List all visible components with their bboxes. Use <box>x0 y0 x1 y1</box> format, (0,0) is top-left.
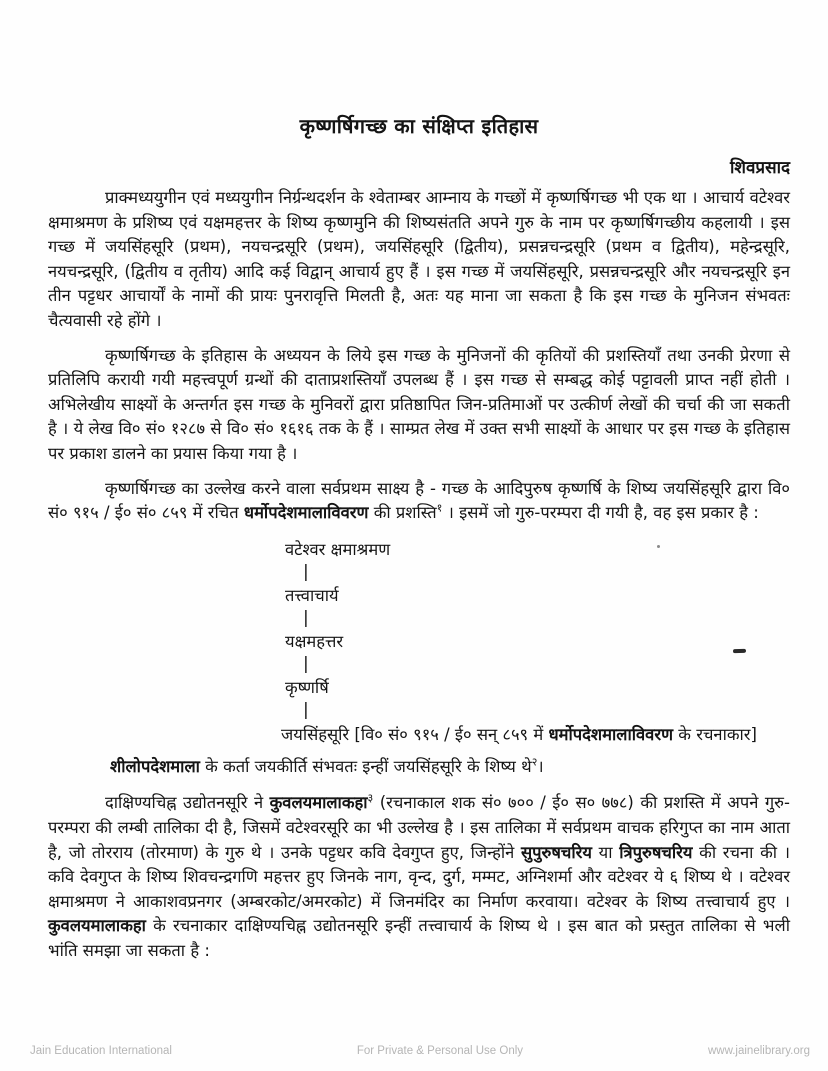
text-segment: १ <box>436 501 443 515</box>
text-segment: शीलोपदेशमाला <box>110 756 200 776</box>
text-segment: के रचनाकार दाक्षिण्यचिह्न उद्योतनसूरि इन्हीं तत्त्वाचार्य के शिष्य थे । इस बात को प्रस्तुत तालिका से भली भांति समझा जा सकता है : <box>48 916 790 960</box>
text-segment: । इसमें जो गुरु-परम्परा दी गयी है, वह इस प्रकार है : <box>442 503 759 523</box>
author-name: शिवप्रसाद <box>729 158 790 178</box>
text-segment: जयसिंहसूरि [वि० सं० ९१५ / ई० सन् ८५९ में <box>281 724 549 744</box>
footer-right: www.jainelibrary.org <box>707 1045 810 1057</box>
paragraph-2 <box>48 344 790 467</box>
paragraph-4 <box>48 791 790 963</box>
text-segment: कुवलयमालाकहा <box>269 793 368 813</box>
lineage-diagram <box>281 538 790 747</box>
diagram-node: वटेश्वर क्षमाश्रमण <box>285 539 391 559</box>
text-segment: दाक्षिण्यचिह्न उद्योतनसूरि ने <box>105 793 270 813</box>
text-segment: । <box>537 756 544 776</box>
text-segment: २ <box>531 755 538 769</box>
paragraph-1 <box>48 186 790 334</box>
text-segment: कुवलयमालाकहा <box>48 916 146 936</box>
scan-artifact-dot <box>657 545 660 548</box>
text-segment: सुपुरुषचरिय <box>520 842 592 862</box>
text-segment: या <box>591 842 620 862</box>
page-footer <box>0 1045 828 1057</box>
text-segment: की प्रशस्ति <box>368 503 437 523</box>
lineage-diagram-chain <box>285 538 790 722</box>
diagram-leaf-node <box>281 722 790 747</box>
text-segment: धर्मोपदेशमालाविवरण <box>243 503 369 523</box>
diagram-node: यक्षमहत्तर <box>285 631 344 651</box>
text-segment: कृष्णर्षिगच्छ का उल्लेख करने वाला सर्वप्रथम साक्ष्य है - गच्छ के आदिपुरुष कृष्णर्षि के शिष्य जयसिंहसूरि द्वारा वि० सं० ९१५ / ई० सं० ८५९ में रचित <box>48 478 790 523</box>
text-segment: त्रिपुरुषचरिय <box>619 842 693 862</box>
diagram-connector: | <box>303 653 309 674</box>
text-segment: ३ <box>367 791 374 805</box>
text-segment: धर्मोपदेशमालाविवरण <box>548 724 674 744</box>
text-segment: के कर्ता जयकीर्ति संभवतः इन्हीं जयसिंहसूरि के शिष्य थे <box>199 756 532 776</box>
diagram-connector: | <box>303 699 309 720</box>
text-segment: की रचना की । कवि देवगुप्त के शिष्य शिवचन्द्रगणि महत्तर हुए जिनके नाग, वृन्द, दुर्ग, मम्मट, अग्निशर्मा और वटेश्वर ये ६ शिष्य थे । वटेश्वर क्षमाश्रमण ने आकाशवप्रनगर (अम्बरकोट/अमरकोट) में जिनमंदिर का निर्माण करवाया। वटेश्वर के शिष्य तत्त्वाचार्य हुए । <box>48 842 791 911</box>
footer-center: For Private & Personal Use Only <box>356 1045 524 1057</box>
diagram-connector: | <box>303 561 309 582</box>
diagram-node: तत्त्वाचार्य <box>285 585 339 605</box>
footer-left: Jain Education International <box>30 1045 172 1057</box>
text-segment: के रचनाकार] <box>673 724 757 744</box>
text-segment: प्राक्मध्ययुगीन एवं मध्ययुगीन निर्ग्रन्थदर्शन के श्वेताम्बर आम्नाय के गच्छों में कृष्णर्षिगच्छ भी एक था । आचार्य वटेश्वर क्षमाश्रमण के प्रशिष्य एवं यक्षमहत्तर के शिष्य कृष्णमुनि की शिष्यसंतति अपने गुरु के नाम पर कृष्णर्षिगच्छीय कहलायी । इस गच्छ में जयसिंहसूरि (प्रथम), नयचन्द्रसूरि (प्रथम), जयसिंहसूरि (द्वितीय), प्रसन्नचन्द्रसूरि (प्रथम व द्वितीय), महेन्द्रसूरि, नयचन्द्रसूरि, (द्वितीय व तृतीय) आदि कई विद्वान् आचार्य हुए हैं । इस गच्छ में जयसिंहसूरि, प्रसन्नचन्द्रसूरि और नयचन्द्रसूरि इन तीन पट्टधर आचार्यों के नामों की प्रायः पुनरावृत्ति मिलती है, अतः यह माना जा सकता है कि इस गच्छ के मुनिजन संभवतः चैत्यवासी रहे होंगे । <box>48 188 790 330</box>
diagram-node: कृष्णर्षि <box>285 677 329 697</box>
note-line <box>48 755 790 780</box>
diagram-connector: | <box>303 607 309 628</box>
page-title: कृष्णर्षिगच्छ का संक्षिप्त इतिहास <box>299 114 539 138</box>
text-segment: कृष्णर्षिगच्छ के इतिहास के अध्ययन के लिये इस गच्छ के मुनिजनों की कृतियों की प्रशस्तियाँ तथा उनकी प्रेरणा से प्रतिलिपि करायी गयी महत्त्वपूर्ण ग्रन्थों की दाताप्रशस्तियाँ उपलब्ध हैं । इस गच्छ से सम्बद्ध कोई पट्टावली प्राप्त नहीं होती । अभिलेखीय साक्ष्यों के अन्तर्गत इस गच्छ के मुनिवरों द्वारा प्रतिष्ठापित जिन-प्रतिमाओं पर उत्कीर्ण लेखों की चर्चा की जा सकती है । ये लेख वि० सं० १२८७ से वि० सं० १६१६ तक के हैं । साम्प्रत लेख में उक्त सभी साक्ष्यों के आधार पर इस गच्छ के इतिहास पर प्रकाश डालने का प्रयास किया गया है । <box>48 345 790 463</box>
scan-artifact-dash <box>733 649 746 653</box>
paragraph-3 <box>48 477 790 526</box>
text-segment: (रचनाकाल शक सं० ७०० / ई० स० ७७८) की प्रशस्ति में अपने गुरु-परम्परा की लम्बी तालिका दी है, जिसमें वटेश्वरसूरि का भी उल्लेख है । इस तालिका में सर्वप्रथम वाचक हरिगुप्त का नाम आता है, जो तोरराय (तोरमाण) के गुरु थे । उनके पट्टधर कवि देवगुप्त हुए, जिन्होंने <box>48 793 790 862</box>
